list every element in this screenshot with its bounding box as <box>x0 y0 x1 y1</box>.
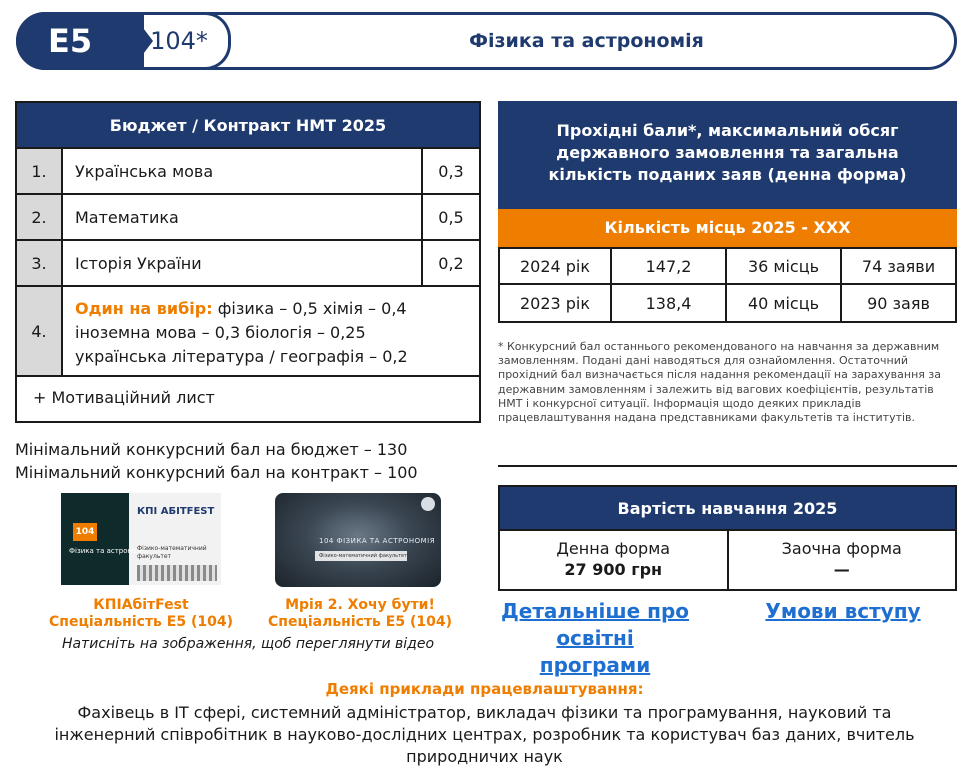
choice-line-1: фізика – 0,5 хімія – 0,4 <box>212 299 407 318</box>
video-hint: Натисніть на зображення, щоб переглянути відео <box>61 636 435 652</box>
tuition-title: Вартість навчання 2025 <box>500 487 955 531</box>
nmt-choice-row <box>17 287 479 377</box>
thumbnail-faculty: Фізико-математичний факультет <box>315 551 407 561</box>
nmt-row-weight: 0,2 <box>421 241 479 285</box>
programs-link[interactable] <box>498 598 692 679</box>
tuition-row <box>500 531 955 589</box>
passing-footnote: * Конкурсний бал останнього рекомендованого на навчання за державним замовленням. Подані дані наводяться для ознайомлення. Остаточний прохідний бал визначається після надання рекомендації на зарахування за державним замовленням і залежить від вагових коефіцієнтів, результатів НМТ і конкурсної ситуації. Інформація щодо деяких прикладів працевлаштування надана представниками факультетів та інститутів. <box>498 340 941 425</box>
nmt-row-subject: Математика <box>75 207 179 227</box>
nmt-row <box>17 149 479 195</box>
full-time-label: Денна форма <box>556 539 671 558</box>
thumbnail-subject: Фізика та астрономія <box>69 547 148 555</box>
employment-text: Фахівець в IT сфері, системний адміністратор, викладач фізики та програмування, науковий та інженерний співробітник в науково-дослідних центрах, розробник та користувач баз даних, вчитель природничих наук <box>54 703 915 766</box>
university-logo-icon <box>421 497 435 511</box>
score-cell: 147,2 <box>612 249 727 283</box>
year-cell: 2023 рік <box>500 285 612 321</box>
nmt-row-weight: 0,5 <box>421 195 479 239</box>
tuition-cost-table <box>498 485 957 591</box>
nmt-row <box>17 195 479 241</box>
motivation-letter: + Мотиваційний лист <box>33 388 215 407</box>
programs-link-line: освітні програми <box>539 626 651 677</box>
video-caption-line: КПІАбітFest <box>93 597 189 613</box>
min-score-budget: Мінімальний конкурсний бал на бюджет – 130 <box>15 440 408 459</box>
nmt-choice-text <box>63 287 420 375</box>
program-code: E5 <box>16 12 144 70</box>
video-thumbnail-mriia[interactable] <box>275 493 441 587</box>
year-row <box>498 285 957 323</box>
thumbnail-brand: КПІ АБІТFEST <box>137 506 215 517</box>
full-time-cell <box>500 531 729 589</box>
video-caption-mriia[interactable] <box>245 597 475 631</box>
passing-title-line: Прохідні бали*, максимальний обсяг <box>556 121 899 140</box>
thumbnail-title: 104 ФІЗИКА ТА АСТРОНОМІЯ <box>319 537 436 545</box>
video-thumbnail-abitfest[interactable] <box>61 493 221 585</box>
building-illustration <box>137 565 217 581</box>
admission-link[interactable]: Умови вступу <box>765 599 921 623</box>
year-row <box>498 247 957 285</box>
video-caption-line: Спеціальність Е5 (104) <box>268 614 452 630</box>
applications-cell: 74 заяви <box>861 256 936 276</box>
page-title: Фізика та астрономія <box>469 30 704 52</box>
choice-label: Один на вибір: <box>75 299 213 318</box>
nmt-row-subject: Українська мова <box>75 161 214 181</box>
programs-link-line: Детальніше про <box>500 599 690 623</box>
places-cell: 40 місць <box>727 285 842 321</box>
passing-scores-block <box>498 101 957 323</box>
thumbnail-faculty: Фізико-математичний факультет <box>137 545 207 560</box>
video-caption-line: Мрія 2. Хочу бути! <box>285 597 435 613</box>
applications-cell: 90 заяв <box>867 293 930 313</box>
thumbnail-badge: 104 <box>73 523 97 541</box>
part-time-price: — <box>833 560 850 579</box>
year-cell: 2024 рік <box>500 249 612 283</box>
passing-title-line: державного замовлення та загальна <box>556 143 899 162</box>
nmt-weights-table <box>15 101 481 423</box>
specialty-number: 104* <box>150 27 208 55</box>
places-2025: Кількість місць 2025 - ХХХ <box>498 209 957 247</box>
score-cell: 138,4 <box>612 285 727 321</box>
nmt-row-number: 3. <box>17 241 63 285</box>
part-time-label: Заочна форма <box>781 539 902 558</box>
nmt-row-weight: 0,3 <box>421 149 479 193</box>
passing-scores-title <box>498 101 957 209</box>
min-score-contract: Мінімальний конкурсний бал на контракт – 100 <box>15 463 418 482</box>
full-time-price: 27 900 грн <box>564 560 663 579</box>
part-time-cell <box>729 531 956 589</box>
nmt-row-number: 4. <box>17 287 63 375</box>
section-divider <box>498 465 957 467</box>
choice-line-3: українська література / географія – 0,2 <box>75 347 408 366</box>
video-caption-line: Спеціальність Е5 (104) <box>49 614 233 630</box>
nmt-row-number: 1. <box>17 149 63 193</box>
places-cell: 36 місць <box>727 249 842 283</box>
nmt-row-subject: Історія України <box>75 253 202 273</box>
nmt-table-title: Бюджет / Контракт НМТ 2025 <box>17 103 479 149</box>
employment-title: Деякі приклади працевлаштування: <box>325 680 644 698</box>
min-scores <box>15 438 418 484</box>
nmt-row <box>17 241 479 287</box>
video-caption-abitfest[interactable] <box>26 597 256 631</box>
passing-title-line: кількість поданих заяв (денна форма) <box>548 165 907 184</box>
nmt-row-number: 2. <box>17 195 63 239</box>
header-bar <box>16 12 957 70</box>
choice-line-2: іноземна мова – 0,3 біологія – 0,25 <box>75 323 366 342</box>
